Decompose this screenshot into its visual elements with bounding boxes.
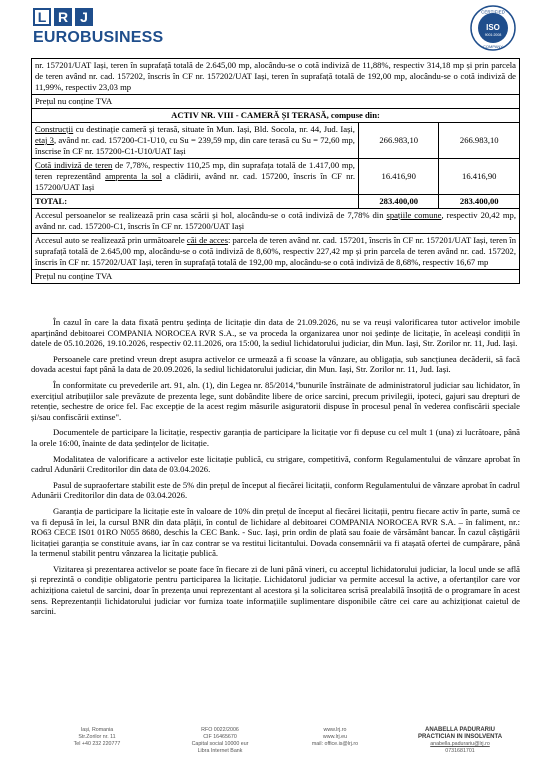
table-row bbox=[32, 123, 520, 159]
text-span: spațiile comune bbox=[386, 210, 442, 220]
text-span: de 7,78%, respectiv 110,25 mp, din suprafața totală de 1.417,00 mp, teren reprezentând bbox=[35, 160, 355, 181]
text-span: Accesul persoanelor se realizează prin casa scării și hol, alocându-se o cotă indiviză de 7,78% din bbox=[35, 210, 387, 220]
logo-letters bbox=[33, 8, 163, 26]
asset-table bbox=[31, 58, 520, 284]
practitioner-phone: 0731681701 bbox=[445, 748, 475, 754]
iso-certification-badge bbox=[470, 5, 516, 51]
paragraph: Pasul de supraofertare stabilit este de 5% din prețul de început al fiecărei licitații, conform Regulamentului de vânzare aprobat în cadrul Adunării Creditorilor din data de 03.04.2026. bbox=[31, 479, 520, 501]
footer-line: Libra Internet Bank bbox=[197, 748, 243, 754]
footer-practitioner bbox=[405, 727, 515, 755]
footer-line: RFO 0022/2006 bbox=[201, 727, 239, 733]
text-span: : parcela de teren având nr. cad. 157201, înscris în CF nr. 157201/UAT Iași, teren în suprafață totală de 2.645,00 mp, alocându-se o cotă indiviză de 8,60%, respectiv 227,42 mp și prin parcela de teren având nr. cad. 157202, înscris în CF nr. 157202/UAT Iași, teren în suprafață totală de 192,00 mp, alocându-se o cotă indiviză de 8,68%, respectiv 16,67 mp bbox=[35, 235, 516, 267]
practitioner-email[interactable]: anabella.padurariu@lrj.ro bbox=[430, 741, 490, 747]
total-value: 283.400,00 bbox=[358, 195, 439, 209]
footer-contact bbox=[295, 727, 375, 748]
text-span: cu destinație cameră și terasă, situate în Mun. Iași, Bld. Socola, nr. 44, Jud. Iași, bbox=[73, 124, 355, 134]
text-span: , având nr. cad. 157200-C1-U10, cu Su = 239,59 mp, din care terasă cu Su = 72,60 mp, înscrise în CF nr. 157200-C1-U10/UAT Iași bbox=[35, 135, 355, 156]
footer-link[interactable]: www.lrj.eu bbox=[322, 734, 348, 740]
footer-address bbox=[52, 727, 142, 748]
footer-line: Tel +40 232 220777 bbox=[73, 741, 121, 747]
footer-email[interactable]: mail: office.is@lrj.ro bbox=[311, 741, 359, 747]
footer-registration bbox=[180, 727, 260, 755]
footer-link[interactable]: www.lrj.ro bbox=[323, 727, 347, 733]
asset-title: ACTIV NR. VIII - CAMERĂ ȘI TERASĂ, compuse din: bbox=[32, 109, 520, 123]
asset-item-description bbox=[32, 123, 359, 159]
logo-letter-l: L bbox=[33, 8, 51, 26]
practitioner-title: PRACTICIAN IN INSOLVENTA bbox=[417, 734, 503, 740]
asset-item-description bbox=[32, 159, 359, 195]
total-label: TOTAL: bbox=[32, 195, 359, 209]
footer-line: Str.Zorilor nr. 11 bbox=[78, 734, 116, 740]
iso-badge-bottom: COMPANY bbox=[483, 44, 503, 49]
table-row bbox=[32, 59, 520, 95]
text-span: amprenta la sol bbox=[105, 171, 162, 181]
iso-badge-center: ISO bbox=[486, 23, 500, 32]
asset-value: 266.983,10 bbox=[439, 123, 520, 159]
asset-value: 16.416,90 bbox=[358, 159, 439, 195]
text-span: , respectiv 20,42 mp, având nr. cad. 157200-C1, înscris în CF nr. 157200/UAT Iași bbox=[35, 210, 517, 231]
table-cell: nr. 157201/UAT Iași, teren în suprafață totală de 2.645,00 mp, alocându-se o cotă indiviză de 11,88%, respectiv 314,18 mp și prin parcela de teren având nr. cad. 157202, înscris în CF nr. 157202/UAT Iași, teren în suprafață totală de 192,00 mp, alocându-se o cotă indiviză de 11,99%, respectiv 23,03 mp bbox=[32, 59, 520, 95]
text-span: căi de acces bbox=[186, 235, 228, 245]
brand-name: EUROBUSINESS bbox=[33, 29, 164, 46]
asset-value: 16.416,90 bbox=[439, 159, 520, 195]
asset-item-label: Construcții bbox=[35, 124, 74, 134]
table-cell: Prețul nu conține TVA bbox=[32, 95, 520, 109]
paragraph: Documentele de participare la licitație, respectiv garanția de participare la licitație vor fi depuse cu cel mult 1 (una) zi lucrătoare, până la orele 16:00, înainte de data ședințelor de licitație. bbox=[31, 427, 520, 448]
body-text bbox=[31, 317, 520, 622]
company-logo bbox=[33, 8, 163, 47]
access-pedestrian bbox=[32, 209, 520, 234]
table-row bbox=[32, 270, 520, 284]
paragraph: În cazul în care la data fixată pentru ședința de licitație din data de 21.09.2026, nu se va reuși valorificarea tutor activelor imobile aparținând debitoarei COMPANIA NOROCEA RVR S.A., se va proceda la organizarea unor noi ședințe de licitație, în aceleași condiții în datele de 05.10.2026, 19.10.2026, respectiv 02.11.2026, ora 15:00, la sediul lichidatorului judiciar, din Mun. Iași, Str. Zorilor nr. 11, Jud. Iași. bbox=[31, 317, 520, 349]
asset-table-section bbox=[31, 58, 520, 284]
iso-badge-number: 9001:2008 bbox=[484, 33, 502, 37]
access-auto bbox=[32, 234, 520, 270]
logo-letter-r: R bbox=[54, 8, 72, 26]
table-row bbox=[32, 234, 520, 270]
text-span: a clădirii, având nr. cad. 157200, înscris în CF nr. 157200/UAT Iași bbox=[35, 171, 355, 192]
table-row bbox=[32, 195, 520, 209]
total-value: 283.400,00 bbox=[439, 195, 520, 209]
table-row bbox=[32, 209, 520, 234]
footer-line: Iași, Romania bbox=[80, 727, 114, 733]
logo-letter-j: J bbox=[75, 8, 93, 26]
text-span: Accesul auto se realizează prin următoarele bbox=[35, 235, 187, 245]
paragraph: Modalitatea de valorificare a activelor este licitație publică, cu strigare, competitivă, conform Regulamentului de vânzare aprobat în cadrul Adunării Creditorilor din data de 03.04.2026. bbox=[31, 453, 520, 475]
paragraph: În conformitate cu prevederile art. 91, aln. (1), din Legea nr. 85/2014,"bunurile înstrăinate de administratorul judiciar sau lichidator, în exercițiul atribuțiilor sale prevăzute de prezenta lege, sunt dobândite libere de orice sarcini, precum privilegii, ipoteci, gajuri sau drepturi de retenție, sechestre de orice fel. Fac excepție de la acest regim măsurile asiguratorii dispuse în procesul penal în vederea confiscării speciale și/sau confiscării extinse". bbox=[31, 379, 520, 422]
footer-line: CIF 16465670 bbox=[203, 734, 237, 740]
practitioner-name: ANABELLA PADURARIU bbox=[425, 727, 495, 733]
asset-item-label: Cotă indiviză de teren bbox=[35, 160, 113, 170]
iso-badge-top: CERTIFIED bbox=[481, 9, 505, 15]
asset-value: 266.983,10 bbox=[358, 123, 439, 159]
table-row bbox=[32, 159, 520, 195]
paragraph: Vizitarea și prezentarea activelor se poate face în fiecare zi de luni până vineri, cu acceptul lichidatorului judiciar, la locul unde se află și reprezintă o condiție obligatorie pentru participarea la licitație. Lichidatorul judiciar va permite accesul la active, a ofertanților care vor achiziționa caietul de sarcini, doar în prezența unui reprezentant al acestora și la solicitarea scrisă prealabilă însoțită de o programare în acest sens. Reprezentanții lichidatorului judiciar vor furniza toate informațiile suplimentare disponibile către cei care au achiziționat caietul de sarcini. bbox=[31, 563, 520, 617]
table-row bbox=[32, 109, 520, 123]
table-row bbox=[32, 95, 520, 109]
footer-line: Capital social 10000 eur bbox=[191, 741, 249, 747]
paragraph: Persoanele care pretind vreun drept asupra activelor ce urmează a fi scoase la vânzare, au obligația, sub sancțiunea decăderii, să facă dovada acestui fapt până la data de 20.09.2026, la sediul lichidatorului judiciar, din Mun. Iași, Str. Zorilor nr. 11, Jud. Iași. bbox=[31, 353, 520, 375]
paragraph: Garanția de participare la licitație este în valoare de 10% din prețul de început al fiecărei licitații, pentru fiecare activ în parte, sumă ce va fi depusă în lei, la cursul BNR din data plății, în contul de lichidare al debitoarei COMPANIA NOROCEA RVR S.A. – în faliment, nr.: RO63 CECE IS01 01RO N055 8680, deschis la CEC Bank. - Suc. Iași, prin ordin de plată sau foaie de vărsământ bancar. În cazul câștigării licitației garanția se constituie avans, iar în caz contrar se va restitui licitantului. Dovada consemnării va fi atașată ofertei de cumpărare, până la termenul stabilit pentru vânzarea la licitație publică. bbox=[31, 505, 520, 559]
vat-note: Prețul nu conține TVA bbox=[32, 270, 520, 284]
text-span: etaj 3 bbox=[35, 135, 54, 145]
